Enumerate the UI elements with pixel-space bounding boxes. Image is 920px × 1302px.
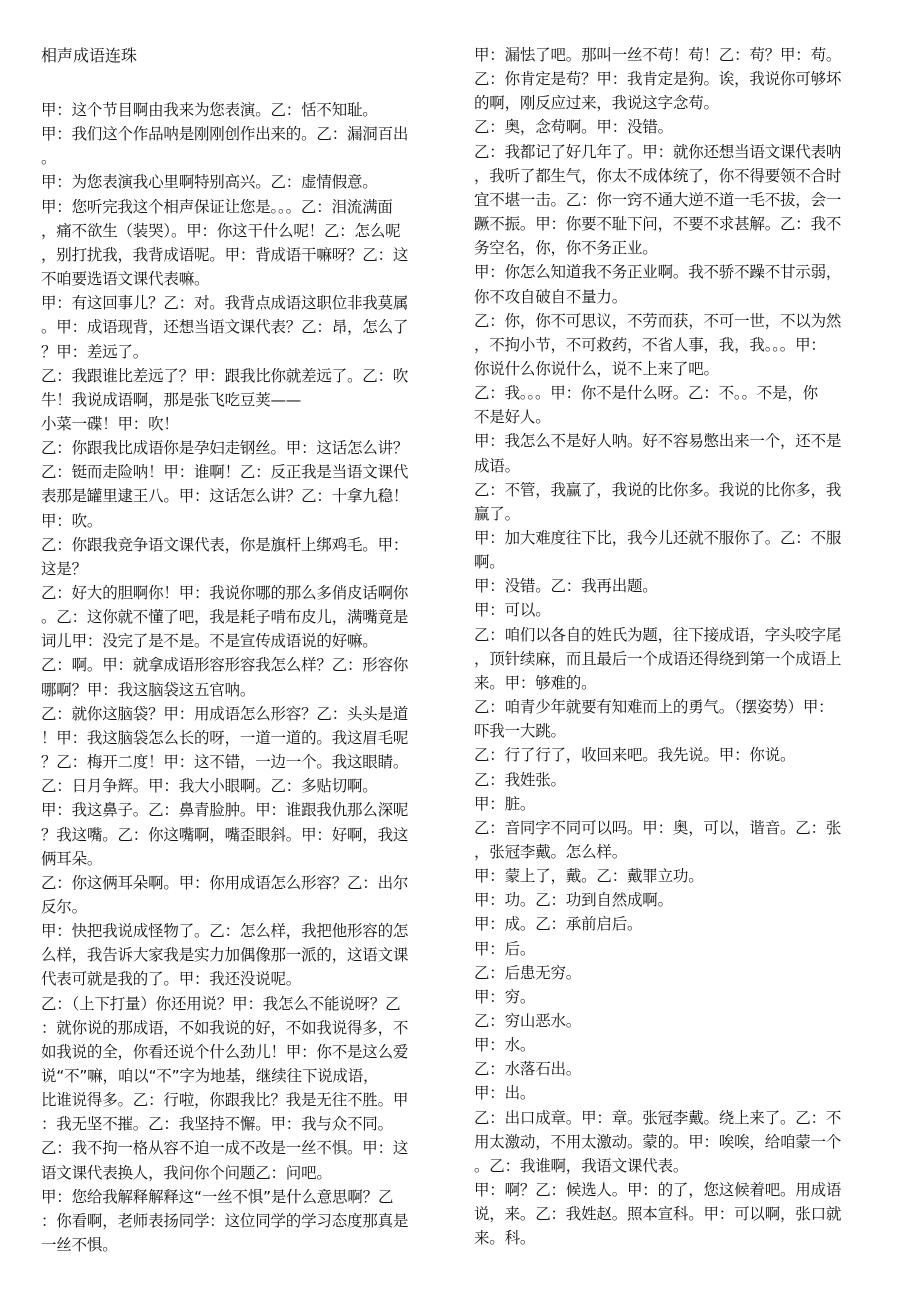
dialogue-line: 甲：脏。 <box>474 794 536 813</box>
dialogue-line: 俩耳朵。 <box>41 849 103 868</box>
dialogue-line: 甲：您给我解释解释这“一丝不惧”是什么意思啊？乙 <box>41 1187 394 1206</box>
dialogue-line: 乙：水落石出。 <box>474 1060 582 1079</box>
dialogue-line: 比谁说得多。乙：行啦，你跟我比？我是无往不胜。甲 <box>41 1091 409 1110</box>
dialogue-line: 。乙：我谁啊，我语文课代表。 <box>474 1156 689 1175</box>
dialogue-line: 甲：有这回事儿？乙：对。我背点成语这职位非我莫属 <box>41 294 409 313</box>
dialogue-line: 乙：你，你不可思议，不劳而获，不可一世，不以为然 <box>474 311 842 330</box>
dialogue-line: ：就你说的那成语，不如我说的好，不如我说得多，不 <box>41 1018 409 1037</box>
dialogue-line: 乙：你这俩耳朵啊。甲：你用成语怎么形容？乙：出尔 <box>41 873 409 892</box>
dialogue-line: 乙：好大的胆啊你！甲：我说你哪的那么多俏皮话啊你 <box>41 584 409 602</box>
dialogue-line: 哪啊？甲：我这脑袋这五官呐。 <box>41 680 256 699</box>
dialogue-line: ，我听了都生气，你太不成体统了，你不得要领不合时 <box>474 166 842 185</box>
dialogue-line: 甲：为您表演我心里啊特别高兴。乙：虚情假意。 <box>41 173 378 192</box>
dialogue-line: 甲：我怎么不是好人呐。好不容易憋出来一个，还不是 <box>474 432 842 451</box>
dialogue-line: 你不攻自破自不量力。 <box>474 287 628 306</box>
dialogue-line: ，张冠李戴。怎么样。 <box>474 842 628 861</box>
dialogue-line: 乙：啊。甲：就拿成语形容形容我怎么样？乙：形容你 <box>41 656 409 675</box>
dialogue-line: 乙：我跟谁比差远了？甲：跟我比你就差远了。乙：吹 <box>41 366 409 385</box>
dialogue-line: 乙：不管，我赢了，我说的比你多。我说的比你多，我 <box>474 480 842 499</box>
dialogue-line: ：你看啊，老师表扬同学：这位同学的学习态度那真是 <box>41 1211 409 1230</box>
dialogue-line: 乙：出口成章。甲：章。张冠李戴。绕上来了。乙：不 <box>474 1108 842 1127</box>
dialogue-line: 乙：（上下打量）你还用说？甲：我怎么不能说呀？乙 <box>41 994 401 1013</box>
dialogue-line: 乙：奥，念苟啊。甲：没错。 <box>474 118 673 137</box>
dialogue-line: 代表可就是我的了。甲：我还没说呢。 <box>41 970 302 989</box>
dialogue-line: 甲：您听完我这个相声保证让您是。。。乙：泪流满面 <box>41 197 393 216</box>
dialogue-line: 表那是罐里逮王八。甲：这话怎么讲？乙：十拿九稳！ <box>41 487 409 506</box>
dialogue-line: 语文课代表换人，我问你个问题乙：问吧。 <box>41 1163 332 1182</box>
dialogue-line: 甲：我们这个作品呐是刚刚创作出来的。乙：漏洞百出 <box>41 125 409 144</box>
dialogue-line: 甲：你怎么知道我不务正业啊。我不骄不躁不甘示弱， <box>474 263 842 282</box>
dialogue-line: 蹶不振。甲：你要不耻下问，不要不求甚解。乙：我不 <box>474 215 842 234</box>
dialogue-line: ，顶针续麻，而且最后一个成语还得绕到第一个成语上 <box>474 649 842 668</box>
dialogue-line: 甲：我这鼻子。乙：鼻青脸肿。甲：谁跟我仇那么深呢 <box>41 801 409 820</box>
dialogue-line: 务空名，你，你不务正业。 <box>474 239 658 258</box>
dialogue-line: 。甲：成语现背，还想当语文课代表？乙：昂，怎么了 <box>41 318 409 337</box>
dialogue-line: 来。甲：够难的。 <box>474 673 597 692</box>
dialogue-line: 乙：穷山恶水。 <box>474 1012 582 1030</box>
dialogue-line: 的啊，刚反应过来，我说这字念苟。 <box>474 94 719 113</box>
dialogue-line: ，不拘小节，不可救药，不省人事，我，我。。。甲： <box>474 335 826 354</box>
dialogue-line: 吓我一大跳。 <box>474 722 566 741</box>
dialogue-line: 甲：没错。乙：我再出题。 <box>474 577 658 596</box>
dialogue-line: 来。科。 <box>474 1229 536 1248</box>
dialogue-line: 甲：可以。 <box>474 601 551 620</box>
dialogue-line: 乙：我不拘一格从容不迫一成不改是一丝不惧。甲：这 <box>41 1139 409 1158</box>
dialogue-line: 不咱要选语文课代表嘛。 <box>41 270 210 289</box>
dialogue-line: 反尔。 <box>41 897 87 916</box>
dialogue-line: 甲：这个节目啊由我来为您表演。乙：恬不知耻。 <box>41 101 378 119</box>
dialogue-line: 甲：出。 <box>474 1084 536 1103</box>
dialogue-line: 甲：蒙上了，戴。乙：戴罪立功。 <box>474 867 704 886</box>
dialogue-line: 乙：铤而走险呐！甲：谁啊！乙：反正我是当语文课代 <box>41 463 409 482</box>
dialogue-line: 你说什么你说什么，说不上来了吧。 <box>474 359 719 378</box>
dialogue-line: 乙：你跟我竞争语文课代表，你是旗杆上绑鸡毛。甲： <box>41 535 409 554</box>
dialogue-line: 小菜一碟！甲：吹！ <box>41 414 179 433</box>
dialogue-line: 不是好人。 <box>474 408 551 427</box>
dialogue-line: 甲：漏怯了吧。那叫一丝不苟！苟！乙：苟？甲：苟。 <box>474 46 842 64</box>
dialogue-line: 甲：啊？乙：候选人。甲：的了，您这候着吧。用成语 <box>474 1181 842 1200</box>
dialogue-line: 乙：咱们以各自的姓氏为题，往下接成语，字头咬字尾 <box>474 625 842 644</box>
dialogue-line: 甲：加大难度往下比，我今儿还就不服你了。乙：不服 <box>474 529 842 547</box>
dialogue-line: 甲：水。 <box>474 1036 536 1055</box>
dialogue-line: 乙：我都记了好几年了。甲：就你还想当语文课代表呐 <box>474 142 842 161</box>
dialogue-line: 一丝不惧。 <box>41 1236 118 1255</box>
dialogue-line: 这是？ <box>41 559 87 578</box>
dialogue-line: 说“不”嘛，咱以“不”字为地基，继续往下说成语， <box>41 1067 379 1085</box>
dialogue-line: ？我这嘴。乙：你这嘴啊，嘴歪眼斜。甲：好啊，我这 <box>41 825 409 844</box>
dialogue-line: 甲：吹。 <box>41 511 103 530</box>
dialogue-line: 乙：行了行了，收回来吧。我先说。甲：你说。 <box>474 746 796 765</box>
dialogue-line: 乙：你肯定是苟？甲：我肯定是狗。诶，我说你可够坏 <box>474 70 842 89</box>
dialogue-line: 词儿甲：没完了是不是。不是宣传成语说的好嘛。 <box>41 632 378 651</box>
dialogue-line: 么样，我告诉大家我是实力加偶像那一派的，这语文课 <box>41 946 409 965</box>
dialogue-line: 啊。 <box>474 553 505 572</box>
dialogue-line: ！甲：我这脑袋怎么长的呀，一道一道的。我这眉毛呢 <box>41 728 409 747</box>
dialogue-line: ？乙：梅开二度！甲：这不错，一边一个。我这眼睛。 <box>41 753 409 772</box>
dialogue-line: 乙：我。。。甲：你不是什么呀。乙：不。。不是，你 <box>474 384 818 403</box>
dialogue-line: 乙：音同字不同可以吗。甲：奥，可以，谐音。乙：张 <box>474 818 842 837</box>
dialogue-line: ：我无坚不摧。乙：我坚持不懈。甲：我与众不同。 <box>41 1115 393 1134</box>
dialogue-line: 甲：功。乙：功到自然成啊。 <box>474 891 673 910</box>
dialogue-line: 。乙：这你就不懂了吧，我是耗子啃布皮儿，满嘴竟是 <box>41 608 409 627</box>
dialogue-line: 宜不堪一击。乙：你一窍不通大逆不道一毛不拔，会一 <box>474 190 842 209</box>
dialogue-line: 牛！我说成语啊，那是张飞吃豆荚—— <box>41 390 302 409</box>
dialogue-line: 。 <box>41 149 57 168</box>
dialogue-line: 乙：你跟我比成语你是孕妇走钢丝。甲：这话怎么讲？ <box>41 439 409 458</box>
dialogue-line: 乙：我姓张。 <box>474 770 566 789</box>
dialogue-line: 甲：穷。 <box>474 987 536 1006</box>
dialogue-line: 乙：后患无穷。 <box>474 963 582 982</box>
dialogue-line: 赢了。 <box>474 504 520 523</box>
dialogue-line: ？甲：差远了。 <box>41 342 149 361</box>
dialogue-line: 甲：快把我说成怪物了。乙：怎么样，我把他形容的怎 <box>41 922 409 941</box>
document-title: 相声成语连珠 <box>41 46 138 65</box>
dialogue-line: 成语。 <box>474 456 520 475</box>
dialogue-line: 说，来。乙：我姓赵。照本宣科。甲：可以啊，张口就 <box>474 1205 842 1224</box>
dialogue-line: 甲：后。 <box>474 939 536 958</box>
dialogue-line: 乙：咱青少年就要有知难而上的勇气。（摆姿势）甲： <box>474 698 834 717</box>
dialogue-line: 乙：就你这脑袋？甲：用成语怎么形容？乙：头头是道 <box>41 704 409 723</box>
dialogue-line: 乙：日月争辉。甲：我大小眼啊。乙：多贴切啊。 <box>41 777 378 796</box>
dialogue-line: ，别打扰我，我背成语呢。甲：背成语干嘛呀？乙：这 <box>41 245 409 264</box>
dialogue-line: 用太激动，不用太激动。蒙的。甲：唉唉，给咱蒙一个 <box>474 1132 842 1151</box>
dialogue-line: 如我说的全，你看还说个什么劲儿！甲：你不是这么爱 <box>41 1042 409 1061</box>
dialogue-line: 甲：成。乙：承前启后。 <box>474 915 643 934</box>
dialogue-line: ，痛不欲生（装哭）。甲：你这干什么呢！乙：怎么呢 <box>41 221 401 240</box>
